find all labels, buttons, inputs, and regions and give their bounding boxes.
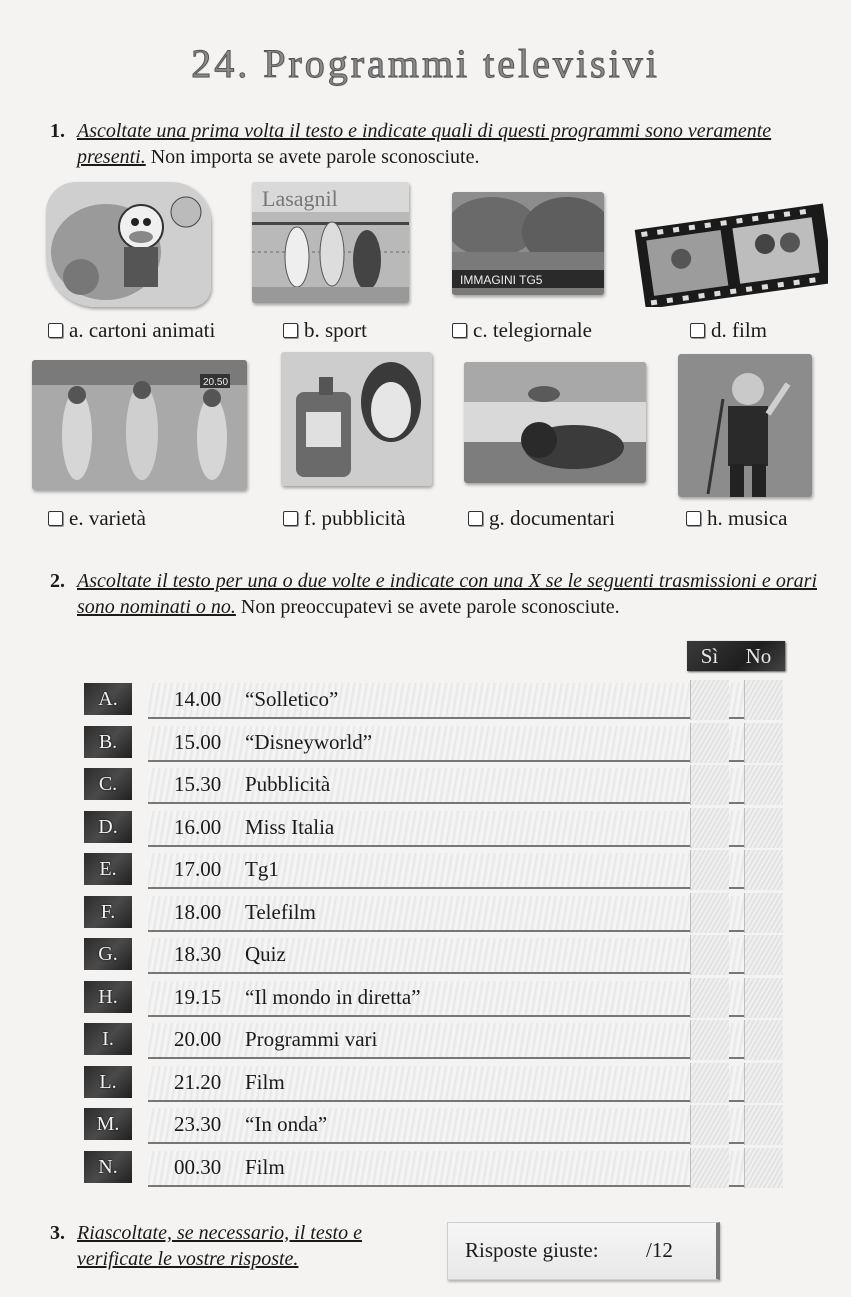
checkbox-d[interactable] xyxy=(690,323,705,338)
option-g-label: g. documentari xyxy=(489,506,615,530)
row-program: “In onda” xyxy=(245,1112,328,1136)
table-row xyxy=(84,1063,784,1103)
si-checkbox[interactable] xyxy=(690,723,729,763)
row-time: 15.30 xyxy=(174,772,222,796)
si-checkbox[interactable] xyxy=(690,893,729,933)
singer-photo xyxy=(678,354,812,497)
exercise-1-rest: Non importa se avete parole sconosciute. xyxy=(150,146,480,168)
sport-photo-lettering: Lasagnil xyxy=(262,186,338,211)
option-f[interactable] xyxy=(283,506,405,531)
dancers-photo xyxy=(32,360,247,490)
option-a-label: a. cartoni animati xyxy=(69,318,216,342)
si-checkbox[interactable] xyxy=(690,1148,729,1188)
exercise-2-number: 2. xyxy=(50,570,65,592)
exercise-3-instructions xyxy=(50,1220,440,1280)
exercise-3-number: 3. xyxy=(50,1222,65,1244)
no-checkbox[interactable] xyxy=(744,723,783,763)
no-checkbox[interactable] xyxy=(744,978,783,1018)
dancers-photo-caption: 20.50 xyxy=(203,377,229,388)
row-letter: C. xyxy=(84,768,132,800)
option-f-label: f. pubblicità xyxy=(304,506,406,530)
row-program: Tg1 xyxy=(245,857,279,881)
row-time: 17.00 xyxy=(174,857,222,881)
row-bar xyxy=(148,1151,746,1187)
row-letter: N. xyxy=(84,1151,132,1183)
exercise-3-text xyxy=(77,1220,417,1272)
row-letter: D. xyxy=(84,811,132,843)
table-row xyxy=(84,723,784,763)
option-g[interactable] xyxy=(468,506,615,531)
si-checkbox[interactable] xyxy=(690,1020,729,1060)
table-row xyxy=(84,1020,784,1060)
si-checkbox[interactable] xyxy=(690,978,729,1018)
option-e[interactable] xyxy=(48,506,146,531)
score-label: Risposte giuste: xyxy=(465,1238,599,1262)
table-row xyxy=(84,1105,784,1145)
row-program: Telefilm xyxy=(245,899,316,924)
option-h-label: h. musica xyxy=(707,506,788,530)
checkbox-b[interactable] xyxy=(283,323,298,338)
filmstrip-photo xyxy=(630,187,828,307)
row-program: Film xyxy=(245,1154,285,1179)
si-no-header xyxy=(687,641,785,671)
row-time: 14.00 xyxy=(174,687,222,711)
row-letter: L. xyxy=(84,1066,132,1098)
si-checkbox[interactable] xyxy=(690,1063,729,1103)
no-checkbox[interactable] xyxy=(744,1105,783,1145)
row-program: “Solletico” xyxy=(245,687,339,711)
row-time: 19.15 xyxy=(174,984,222,1009)
checkbox-f[interactable] xyxy=(283,511,298,526)
row-letter: I. xyxy=(84,1023,132,1055)
si-checkbox[interactable] xyxy=(690,808,729,848)
exercise-2-rest: Non preoccupatevi se avete parole sconosciute. xyxy=(240,596,620,618)
checkbox-c[interactable] xyxy=(452,323,467,338)
exercise-1-text xyxy=(77,118,817,170)
volleyball-photo xyxy=(252,182,409,303)
option-h[interactable] xyxy=(686,506,787,531)
row-program: “Il mondo in diretta” xyxy=(245,984,421,1009)
exercise-1-instructions xyxy=(50,118,820,178)
row-time: 16.00 xyxy=(174,814,222,839)
row-time: 23.30 xyxy=(174,1112,222,1136)
no-checkbox[interactable] xyxy=(744,680,783,720)
row-program: Programmi vari xyxy=(245,1027,378,1051)
row-time: 15.00 xyxy=(174,729,222,754)
no-checkbox[interactable] xyxy=(744,935,783,975)
row-program: Miss Italia xyxy=(245,814,335,839)
exercise-1-underlined: Ascoltate una prima volta il testo e indicate quali di questi programmi sono veramente presenti. xyxy=(77,120,772,168)
no-checkbox[interactable] xyxy=(744,808,783,848)
table-row xyxy=(84,850,784,890)
exercise-2-text xyxy=(77,568,817,620)
exercise-1-number: 1. xyxy=(50,120,65,142)
table-row xyxy=(84,765,784,805)
row-bar xyxy=(148,726,746,762)
no-checkbox[interactable] xyxy=(744,1063,783,1103)
row-letter: E. xyxy=(84,853,132,885)
row-bar xyxy=(148,853,746,889)
checkbox-e[interactable] xyxy=(48,511,63,526)
option-c[interactable] xyxy=(452,318,592,343)
row-program: Film xyxy=(245,1069,285,1094)
cartoon-photo xyxy=(46,182,211,307)
exercise-3-underlined: Riascoltate, se necessario, il testo e verificate le vostre risposte. xyxy=(77,1222,362,1270)
checkbox-g[interactable] xyxy=(468,511,483,526)
option-e-label: e. varietà xyxy=(69,506,146,530)
row-program: Quiz xyxy=(245,942,286,966)
table-row xyxy=(84,893,784,933)
row-program: “Disneyworld” xyxy=(245,729,373,754)
row-bar xyxy=(148,981,746,1017)
no-checkbox[interactable] xyxy=(744,765,783,805)
si-checkbox[interactable] xyxy=(690,935,729,975)
row-letter: M. xyxy=(84,1108,132,1140)
lions-photo xyxy=(464,362,646,483)
row-time: 18.00 xyxy=(174,899,222,924)
header-si: Sì xyxy=(700,643,719,668)
row-letter: B. xyxy=(84,726,132,758)
row-letter: H. xyxy=(84,981,132,1013)
option-b[interactable] xyxy=(283,318,367,343)
row-bar xyxy=(148,683,746,719)
table-row xyxy=(84,978,784,1018)
row-program: Pubblicità xyxy=(245,772,331,796)
row-time: 00.30 xyxy=(174,1154,222,1179)
si-checkbox[interactable] xyxy=(690,680,729,720)
news-photo-caption: IMMAGINI TG5 xyxy=(460,273,543,287)
table-row xyxy=(84,935,784,975)
table-row xyxy=(84,1148,784,1188)
si-checkbox[interactable] xyxy=(690,1105,729,1145)
row-bar xyxy=(148,896,746,932)
row-bar xyxy=(148,1023,746,1059)
option-d-label: d. film xyxy=(711,318,767,342)
score-box xyxy=(447,1222,720,1280)
checkbox-h[interactable] xyxy=(686,511,701,526)
option-a[interactable] xyxy=(48,318,215,343)
row-time: 21.20 xyxy=(174,1069,222,1094)
row-time: 18.30 xyxy=(174,942,222,966)
table-row xyxy=(84,808,784,848)
option-b-label: b. sport xyxy=(304,318,367,342)
no-checkbox[interactable] xyxy=(744,850,783,890)
row-bar xyxy=(148,1108,746,1144)
news-photo xyxy=(452,192,604,295)
option-c-label: c. telegiornale xyxy=(473,318,592,342)
row-bar xyxy=(148,938,746,974)
row-bar xyxy=(148,1066,746,1102)
header-no: No xyxy=(745,643,772,668)
exercise-2-underlined: Ascoltate il testo per una o due volte e indicate con una X se le seguenti trasmissioni e orari sono nominati o no. xyxy=(77,570,817,618)
row-bar xyxy=(148,811,746,847)
checkbox-a[interactable] xyxy=(48,323,63,338)
row-time: 20.00 xyxy=(174,1027,222,1051)
no-checkbox[interactable] xyxy=(744,1148,783,1188)
page-title: 24. Programmi televisivi xyxy=(191,41,660,86)
si-checkbox[interactable] xyxy=(690,765,729,805)
no-checkbox[interactable] xyxy=(744,893,783,933)
si-checkbox[interactable] xyxy=(690,850,729,890)
row-letter: F. xyxy=(84,896,132,928)
option-d[interactable] xyxy=(690,318,767,343)
advert-photo xyxy=(281,352,432,486)
table-row xyxy=(84,680,784,720)
no-checkbox[interactable] xyxy=(744,1020,783,1060)
row-letter: A. xyxy=(84,683,132,715)
score-value[interactable]: /12 xyxy=(646,1238,673,1262)
row-bar xyxy=(148,768,746,804)
row-letter: G. xyxy=(84,938,132,970)
